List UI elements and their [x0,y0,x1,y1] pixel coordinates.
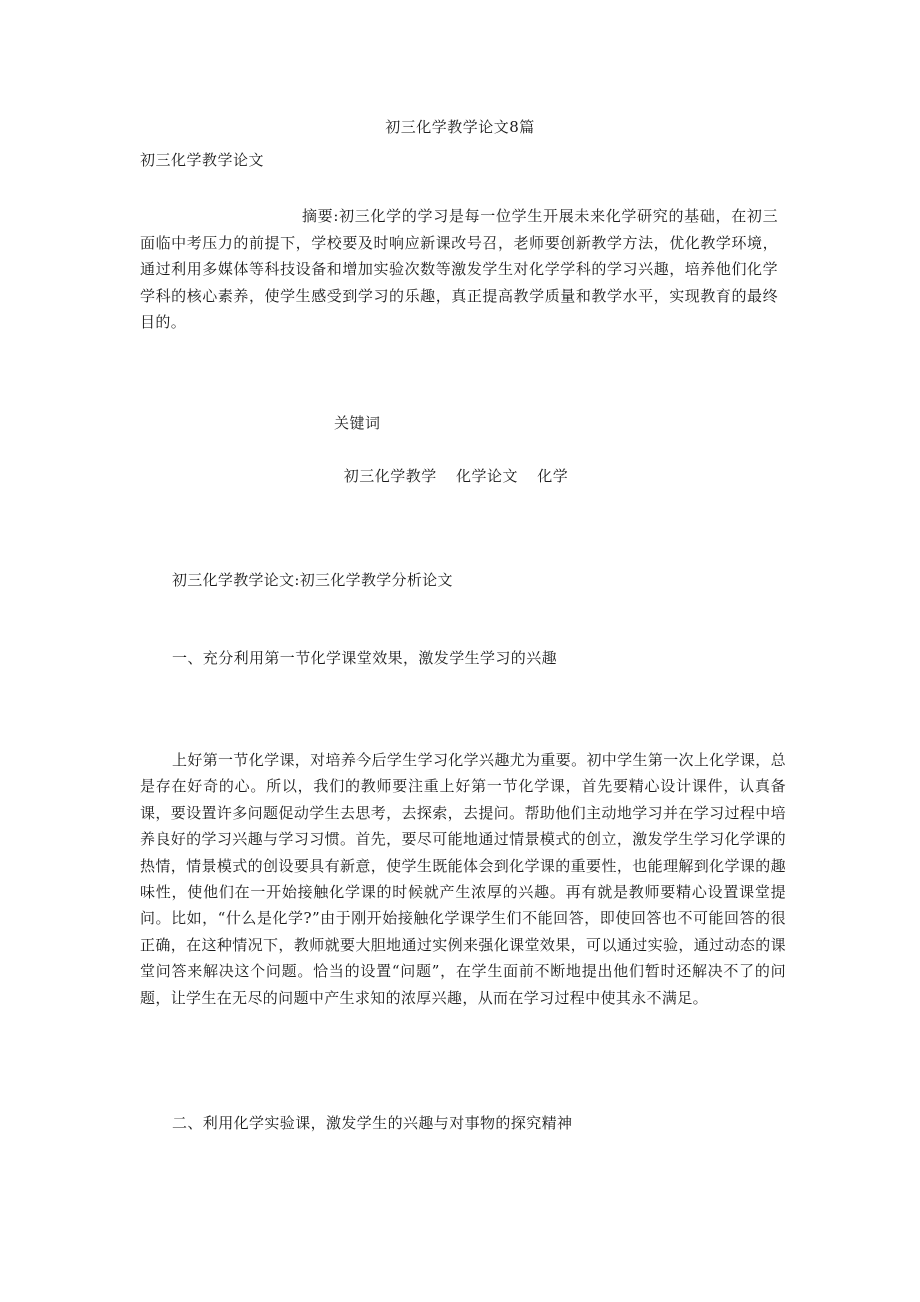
keywords-label: 关键词 [334,414,381,432]
section-body-1: 上好第一节化学课，对培养今后学生学习化学兴趣尤为重要。初中学生第一次上化学课，总是存在好奇的心。所以，我们的教师要注重上好第一节化学课，首先要精心设计课件，认真备课，要设置许多问题促动学生去思考，去探索，去提问。帮助他们主动地学习并在学习过程中培养良好的学习兴趣与学习习惯。首先，要尽可能地通过情景模式的创立，激发学生学习化学课的热情，情景模式的创设要具有新意，使学生既能体会到化学课的重要性，也能理解到化学课的趣味性，使他们在一开始接触化学课的时候就产生浓厚的兴趣。再有就是教师要精心设置课堂提问。比如，“什么是化学?”由于刚开始接触化学课学生们不能回答，即使回答也不可能回答的很正确，在这种情况下，教师就要大胆地通过实例来强化课堂效果，可以通过实验，通过动态的课堂问答来解决这个问题。恰当的设置“问题”，在学生面前不断地提出他们暂时还解决不了的问题，让学生在无尽的问题中产生求知的浓厚兴趣，从而在学习过程中使其永不满足。 [140,751,787,1007]
abstract-label: 摘要: [302,207,339,225]
section-heading-1: 一、充分利用第一节化学课堂效果，激发学生学习的兴趣 [172,649,558,667]
keyword-item: 初三化学教学 [343,467,437,485]
section-label: 初三化学教学论文 [140,151,265,169]
keywords-list [0,466,912,486]
keyword-item: 化学 [537,467,569,485]
abstract-paragraph [140,203,778,336]
document-title: 初三化学教学论文8篇 [385,118,535,136]
abstract-text: 初三化学的学习是每一位学生开展未来化学研究的基础，在初三面临中考压力的前提下，学校要及时响应新课改号召，老师要创新教学方法，优化教学环境，通过利用多媒体等科技设备和增加实验次数等激发学生对化学学科的学习兴趣，培养他们化学学科的核心素养，使学生感受到学习的乐趣，真正提高教学质量和教学水平，实现教育的最终目的。 [140,207,778,331]
paper-subtitle: 初三化学教学论文:初三化学教学分析论文 [172,571,453,589]
section-heading-2: 二、利用化学实验课，激发学生的兴趣与对事物的探究精神 [172,1114,573,1132]
keyword-item: 化学论文 [455,467,518,485]
